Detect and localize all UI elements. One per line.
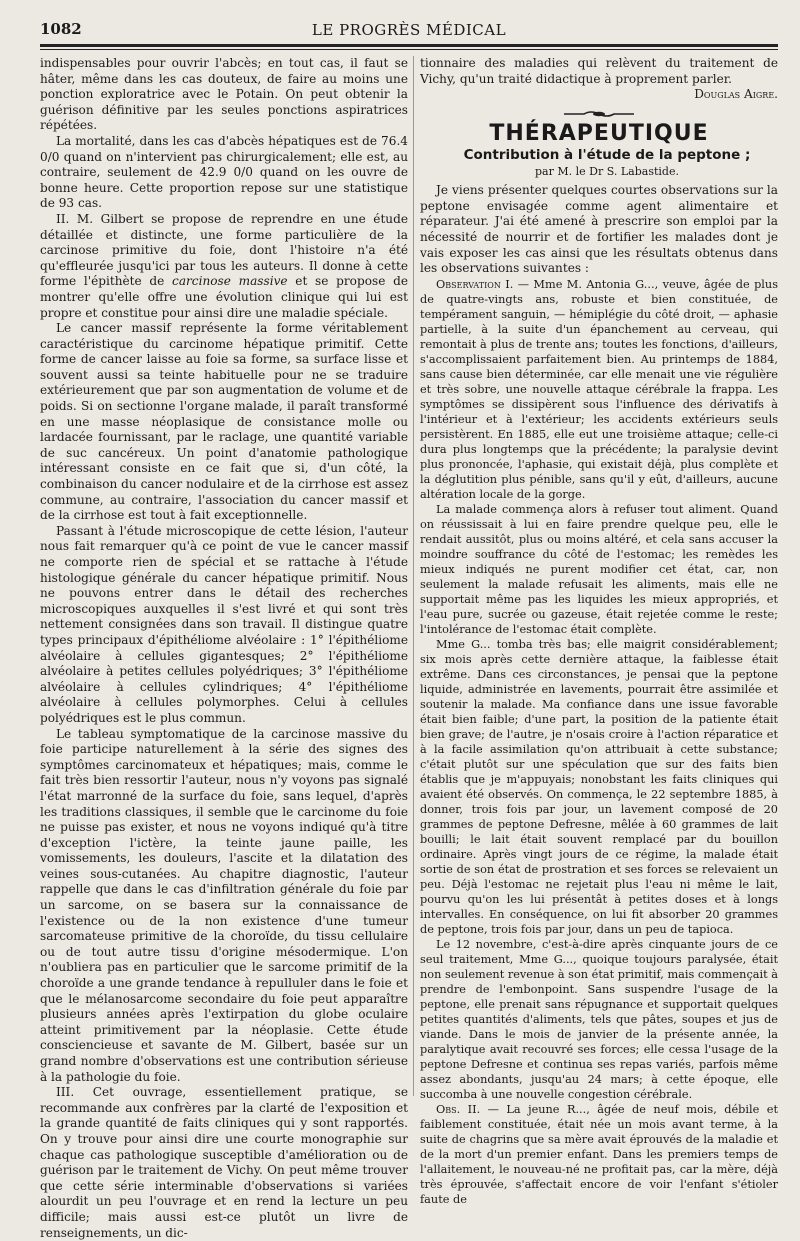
review-signature: Douglas Aigre.: [694, 87, 778, 102]
article-title: Contribution à l'étude de la peptone ;: [463, 146, 751, 163]
observation-1-label: Observation I.: [436, 277, 514, 291]
left-paragraph-3-a: II. M. Gilbert se propose de reprendre en une étude détaillée et distincte, une forme particulière de la carcinose primitive du foie, dont l'histoire n'a été qu'effleurée jusqu'ici par tous les auteurs. Il donne à cette forme l'épithète de: [40, 211, 408, 289]
header-rule-thick: [40, 44, 778, 47]
right-paragraph-4: Mme G... tomba très bas; elle maigrit considérablement; six mois après cette dernière attaque, la faiblesse était extrême. Dans ces circonstances, je pensai que la peptone liquide, administrée en lavements, pourrait être assimilée et soutenir la malade. Ma confiance dans une issue favorable était bien faible; d'une part, la position de la patiente était bien grave; de l'autre, je n'osais croire à l'action réparatice et à la facile assimilation qu'on attribuait à cette substance; c'était plutôt sur une spéculation que sur des faits bien établis que je m'appuyais; nonobstant les faits cliniques qui avaient été observés. On commença, le 22 septembre 1885, à donner, trois fois par jour, un lavement composé de 20 grammes de peptone Defresne, mêlée à 60 grammes de lait bouilli; le lait était souvent remplacé par du bouillon ordinaire. Après vingt jours de ce régime, la malade était sortie de son état de prostration et ses forces se relevaient un peu. Déjà l'estomac ne rejetait plus l'eau ni même le lait, pourvu qu'on les lui présentât à petites doses et à longs intervalles. En conséquence, on lui fit absorber 20 grammes de peptone, trois fois par jour, dans un peu de tapioca.: [420, 637, 778, 936]
column-divider: [413, 56, 414, 1096]
right-paragraph-intro: Je viens présenter quelques courtes observations sur la peptone envisagée comme agent alimentaire et réparateur. J'ai été amené à prescrire son emploi par la nécessité de nourrir et de fortifier les malades dont je vais exposer les cas ainsi que les résultats obtenus dans les observations suivantes :: [420, 183, 778, 276]
left-paragraph-1: indispensables pour ouvrir l'abcès; en tout cas, il faut se hâter, même dans les cas douteux, de faire au moins une ponction exploratrice avec le Potain. On peut obtenir la guérison définitive par les seules ponctions aspiratrices répétées.: [40, 56, 408, 133]
right-paragraph-3: La malade commença alors à refuser tout aliment. Quand on réussissait à lui en faire prendre quelque peu, elle le rendait aussitôt, plus ou moins altéré, et cela sans accuser la moindre souffrance du côté de l'estomac; les remèdes les mieux indiqués ne purent modifier cet état, car, non seulement la malade refusait les aliments, mais elle ne supportait même pas les liquides les mieux appropriés, et l'eau pure, sucrée ou gazeuse, était rejetée comme le reste; l'intolérance de l'estomac était complète.: [420, 502, 778, 636]
left-paragraph-4: Le cancer massif représente la forme véritablement caractéristique du carcinome hépatique primitif. Cette forme de cancer laisse au foie sa forme, sa surface lisse et souvent aussi sa teinte habituelle pour ne se traduire extérieurement que par son augmentation de volume et de poids. Si on sectionne l'organe malade, il paraît transformé en une masse néoplasique de consistance molle ou lardacée fournissant, par le raclage, une quantité variable de suc cancéreux. Un point d'anatomie pathologique intéressant consiste en ce fait que si, d'un côté, la combinaison du cancer nodulaire et de la cirrhose est assez commune, au contraire, l'association du cancer massif et de la cirrhose est tout à fait exceptionnelle.: [40, 321, 408, 523]
observation-2-text: — La jeune R..., âgée de neuf mois, débile et faiblement constituée, était née un mois avant terme, à la suite de chagrins que sa mère avait éprouvés de la maladie et de la mort d'un premier enfant. Dans les premiers temps de l'allaitement, le nouveau-né ne profitait pas, car la mère, déjà très éprouvée, s'affectait encore de voir l'enfant s'étioler faute de: [420, 1102, 778, 1206]
left-paragraph-6: Le tableau symptomatique de la carcinose massive du foie participe naturellement à la série des signes des symptômes carcinomateux et hépatiques; mais, comme le fait très bien ressortir l'auteur, nous n'y voyons pas signalé l'état marronné de la surface du foie, sans lequel, d'après les traditions classiques, il semble que le carcinome du foie ne puisse pas exister, et nous ne voyons indiqué qu'à titre d'exception l'ictère, la teinte jaune paille, les vomissements, les douleurs, l'ascite et la dilatation des veines sous-cutanées. Au chapitre diagnostic, l'auteur rappelle que dans le cas d'infiltration générale du foie par un sarcome, on se basera sur la connaissance de l'existence ou de la non existence d'une tumeur sarcomateuse primitive de la choroïde, du tissu cellulaire ou de tout autre tissu d'origine mésodermique. L'on n'oubliera pas en particulier que le sarcome primitif de la choroïde a une grande tendance à repulluler dans le foie et que le mélanosarcome secondaire du foie peut apparaître plusieurs années après l'extirpation du globe oculaire atteint primitivement par la néoplasie. Cette étude consciencieuse et savante de M. Gilbert, basée sur un grand nombre d'observations est une contribution sérieuse à la pathologie du foie.: [40, 726, 408, 1084]
ornament-icon: [564, 110, 634, 118]
left-paragraph-3-b: et se propose de montrer qu'elle offre une évolution clinique qui lui est propre et constitue pour ainsi dire une maladie spéciale.: [40, 274, 408, 320]
page-number: 1082: [40, 20, 82, 38]
article-byline: par M. le Dr S. Labastide.: [535, 164, 679, 178]
observation-1-text: — Mme M. Antonia G..., veuve, âgée de plus de quatre-vingts ans, robuste et bien constituée, de tempérament sanguin, — hémiplégie du côté droit, — aphasie partielle, à la suite d'un épanchement au cerveau, qui remontait à plus de trente ans; toutes les fonctions, d'ailleurs, s'accomplissaient parfaitement bien. Au printemps de 1884, sans cause bien déterminée, car elle menait une vie régulière et très sobre, une nouvelle attaque cérébrale la frappa. Les symptômes se dissipèrent sous l'influence des dérivatifs à l'intérieur et à l'extérieur; les accidents extérieurs seuls persistèrent. En 1885, elle eut une troisième attaque; celle-ci dura plus longtemps que la précédente; la paralysie devint plus prononcée, l'aphasie, qui existait déjà, plus complète et la déglutition plus pénible, sans qu'il y eût, d'ailleurs, aucune altération locale de la gorge.: [420, 277, 778, 501]
observation-2-label: Obs. II.: [436, 1102, 481, 1116]
left-paragraph-5: Passant à l'étude microscopique de cette lésion, l'auteur nous fait remarquer qu'à ce point de vue le cancer massif ne comporte rien de spécial et se rattache à l'étude histologique générale du cancer hépatique primitif. Nous ne pouvons entrer dans le détail des recherches microscopiques auxquelles il s'est livré et qui sont très nettement consignées dans son travail. Il distingue quatre types principaux d'épithéliome alvéolaire : 1° l'épithéliome alvéolaire à cellules gigantesques; 2° l'épithéliome alvéolaire à petites cellules polyédriques; 3° l'épithéliome alvéolaire à cellules cylindriques; 4° l'épithéliome alvéolaire à cellules polymorphes. Celui à cellules polyédriques est le plus commun.: [40, 523, 408, 725]
page-header: [40, 20, 778, 46]
left-paragraph-7: III. Cet ouvrage, essentiellement pratique, se recommande aux confrères par la clarté de l'exposition et la grande quantité de faits cliniques qui y sont rapportés. On y trouve pour ainsi dire une courte monographie sur chaque cas pathologique susceptible d'amélioration ou de guérison par le traitement de Vichy. On peut même trouver que cette série interminable d'observations si variées alourdit un peu l'ouvrage et en rend la lecture un peu difficile; mais aussi est-ce plutôt un livre de renseignements, un dic-: [40, 1085, 408, 1240]
left-paragraph-3-emphasis: carcinose massive: [172, 274, 288, 289]
right-paragraph-5: Le 12 novembre, c'est-à-dire après cinquante jours de ce seul traitement, Mme G..., quoique toujours paralysée, était non seulement revenue à son état primitif, mais commençait à prendre de l'embonpoint. Sans suspendre l'usage de la peptone, elle prenait sans répugnance et supportait quelques petites quantités d'aliments, tels que pâtes, soupes et jus de viande. Dans le mois de janvier de la présente année, la paralytique avait recouvré ses forces; elle cessa l'usage de la peptone Defresne et continua ses repas variés, parfois même assez abondants, jusqu'au 24 mars; à cette époque, elle succomba à une nouvelle congestion cérébrale.: [420, 937, 778, 1101]
right-paragraph-1: tionnaire des maladies qui relèvent du traitement de Vichy, qu'un traité didactique à proprement parler.: [420, 56, 778, 86]
left-paragraph-3: [40, 212, 408, 321]
journal-title: LE PROGRÈS MÉDICAL: [311, 21, 507, 39]
observation-2: [420, 1102, 778, 1207]
observation-1: [420, 277, 778, 502]
section-heading: THÉRAPEUTIQUE: [489, 121, 709, 147]
left-column: [40, 56, 408, 1241]
right-column: [420, 56, 778, 1207]
header-rule-thin: [40, 49, 778, 50]
left-paragraph-2: La mortalité, dans les cas d'abcès hépatiques est de 76.4 0/0 quand on n'intervient pas chirurgicalement; elle est, au contraire, seulement de 42.9 0/0 quand on les ouvre de bonne heure. Cette proportion repose sur une statistique de 93 cas.: [40, 133, 408, 211]
